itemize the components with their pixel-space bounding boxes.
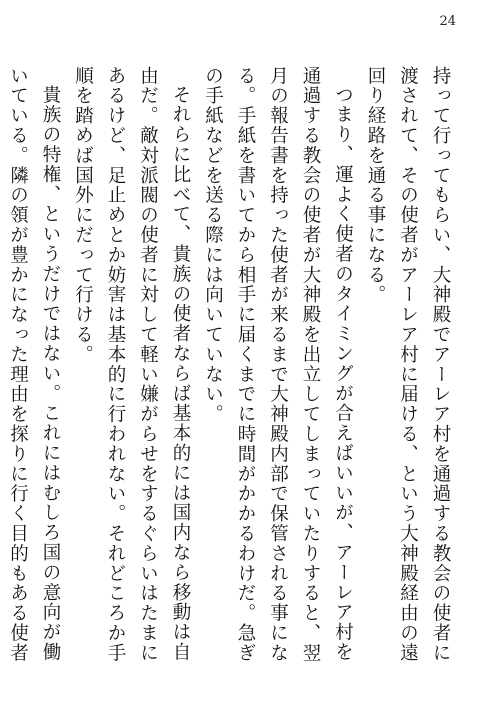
paragraph-3: それらに比べて、貴族の使者ならば基本的には国内なら移動は自由だ。敵対派閥の使者に対して軽い嫌がらせをするぐらいはたまにあるけど、足止めとか妨害は基本的に行われない。それどころか手順を踏めば国外にだって行ける。 [72, 66, 191, 663]
paragraph-2: つまり、運よく使者のタイミングが合えばいいが、アーレア村を通過する教会の使者が大神殿を出立してしまっていたりすると、翌月の報告書を持った使者が来るまで大神殿内部で保管される事になる。手紙を書いてから相手に届くまでに時間がかかるわけだ。急ぎの手紙などを送る際には向いていない。 [202, 66, 354, 663]
paragraph-1: 持って行ってもらい、大神殿でアーレア村を通過する教会の使者に渡されて、その使者がアーレア村に届ける、という大神殿経由の遠回り経路を通る事になる。 [365, 66, 451, 663]
paragraph-4-text-before: 貴族の特権、というだけではない。これにはむしろ国の意向が働いている。隣の領が豊かになった理由を探りに行く目的もある使者 [7, 66, 61, 663]
paragraph-4 [0, 66, 66, 676]
page-number: 24 [439, 14, 456, 29]
vertical-text-body [7, 66, 456, 676]
